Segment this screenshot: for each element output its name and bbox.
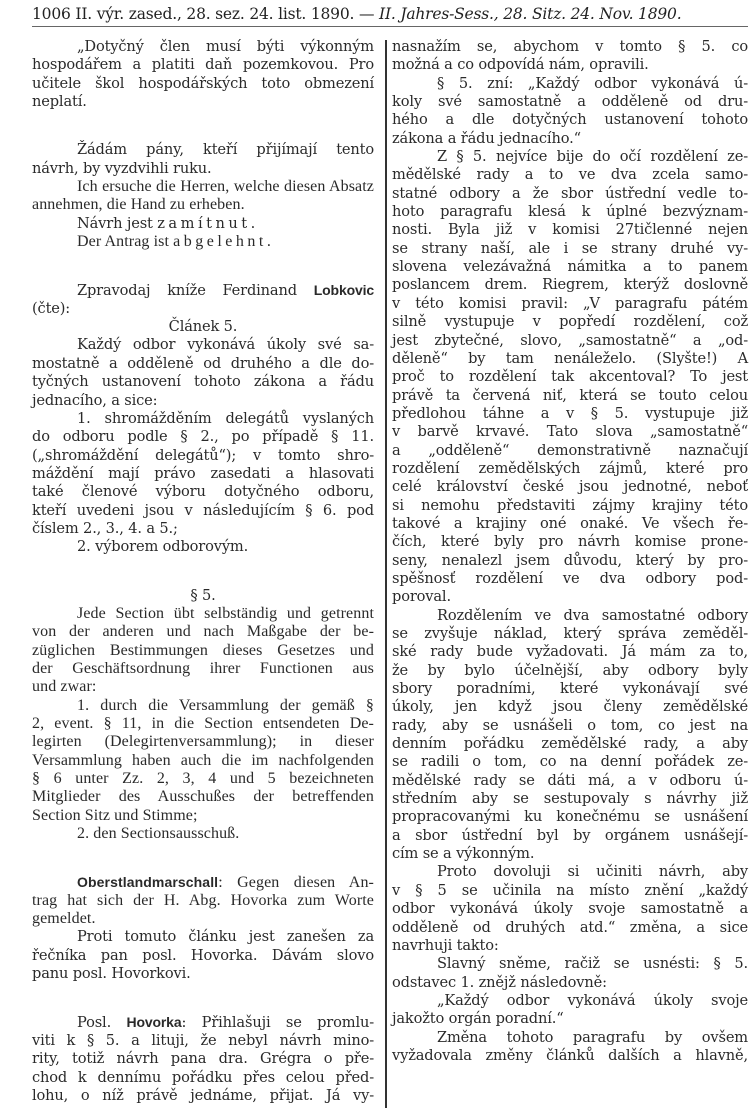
text-line: 2. den Sectionsausschuß. [77, 825, 240, 843]
page-number: 1006 [32, 5, 71, 23]
text-line: „Každý odbor vykonává úkoly svoje [437, 991, 748, 1009]
text-line: návrh, by vyzdvihli ruku. [32, 159, 212, 177]
text-line: 1. shromážděním delegátů vyslaných [77, 409, 374, 427]
paragraph [32, 410, 374, 538]
text-line: § 5. [190, 586, 216, 604]
paragraph [392, 148, 748, 607]
text-segment: . [250, 214, 256, 232]
text-line: číslem 2., 3., 4. a 5.; [32, 519, 178, 537]
header-rule [32, 26, 748, 27]
text-line: der Geschäftsordnung ihrer Functionen aus [32, 659, 374, 677]
paragraph [32, 538, 374, 556]
text-segment: Návrh jest [77, 214, 158, 232]
spaced-emphasis: abgelehnt [173, 233, 267, 251]
paragraph [32, 178, 374, 215]
text-line [32, 215, 374, 233]
column-divider [385, 40, 387, 1108]
text-line [32, 873, 374, 891]
text-line: denním pořádku zemědělské rady, a aby [392, 735, 748, 753]
text-line: si nemohu představiti zájmy krajiny této [392, 496, 748, 514]
paragraph [32, 873, 374, 928]
header-separator: — [358, 5, 375, 23]
text-line: že by bylo účelnější, aby odbory byly [392, 661, 748, 679]
text-line: se radili o tom, co na denní pořádek ze- [392, 753, 748, 771]
text-line: („shromáždění delegátů“); v tomto shro- [32, 446, 374, 464]
text-line: celé království české jsou jednotné, neboť [392, 478, 748, 496]
text-line: také členové výboru dotyčného odboru, [32, 483, 374, 501]
text-line: jakožto orgán poradní.“ [392, 1010, 564, 1028]
text-line: silně vystupuje v popředí rozdělení, což [392, 313, 748, 331]
running-header [32, 4, 748, 24]
text-line: kteří uvedeni jsou v následujícím § 6. pod [32, 501, 374, 519]
paragraph [32, 281, 374, 318]
text-line: lohu, o níž právě jednáme, přijat. Já vy- [32, 1086, 374, 1104]
text-line: tyčných ustanovení tohoto zákona a řádu [32, 373, 374, 391]
text-line: statné odbory a že sbor ústřední vedle to- [392, 184, 748, 202]
text-line: spěšnosť rozdělení ve dva odbory pod- [392, 569, 748, 587]
paragraph [32, 141, 374, 178]
text-line: Rozdělením ve dva samostatné odbory [437, 606, 748, 624]
text-line: do odboru podle § 2., po případě § 11. [32, 428, 374, 446]
text-line: Žádám pány, kteří přijímají tento [77, 141, 374, 159]
left-column [32, 38, 374, 1105]
text-line: poroval. [392, 588, 451, 606]
text-line: středním aby se sestupovaly s návrhy již [392, 790, 748, 808]
text-line: neplatí. [32, 93, 87, 111]
text-line: a sbor ústřední byl by orgánem usnášejí- [392, 826, 748, 844]
text-line: navrhuji takto: [392, 936, 499, 954]
text-segment: Zpravodaj kníže Ferdinand [77, 282, 314, 300]
text-segment: Posl. [77, 1014, 127, 1032]
text-line: Section Sitz und Stimme; [32, 806, 198, 824]
text-line: panu posl. Hovorkovi. [32, 965, 191, 983]
text-line: koly své samostatně a odděleně od dru- [392, 93, 748, 111]
paragraph [32, 825, 374, 843]
text-line: § 5. zní: „Každý odbor vykonává ú- [437, 74, 748, 92]
text-line: mostatně a odděleně od druhého a dle do- [32, 354, 374, 372]
section-heading [32, 587, 374, 605]
text-line: učitele škol hospodářských toto obmezení [32, 74, 374, 92]
text-line: máždění mají právo zasedati a hlasovati [32, 464, 374, 482]
text-line: gemeldet. [32, 910, 96, 928]
text-line: proč to rozdělení tak akcentoval? To jest [392, 368, 748, 386]
text-line: von der anderen und nach Maßgabe der be- [32, 623, 374, 641]
text-line: nasnažím se, abychom v tomto § 5. co [392, 38, 748, 55]
text-line: slovena velezávažná námitka a to panem [392, 258, 748, 276]
speaker-name: Lobkovic [313, 282, 374, 299]
spaced-emphasis: zamítnut [157, 214, 251, 232]
text-line: und zwar: [32, 678, 97, 696]
text-line: hospodářem a platiti daň pozemkovou. Pro [32, 56, 374, 74]
text-line: § 6 unter Zz. 2, 3, 4 und 5 bezeichneten [32, 770, 374, 788]
paragraph [32, 1013, 374, 1105]
text-line: züglichen Bestimmungen dieses Gesetzes und [32, 641, 374, 659]
paragraph [392, 38, 748, 75]
text-line: cím se a výkonným. [392, 845, 535, 863]
text-line: 2, event. § 11, in die Section entsendeten De- [32, 715, 374, 732]
speaker-name: Oberstlandmarschall [77, 874, 219, 891]
paragraph [392, 75, 748, 148]
text-line [32, 233, 374, 251]
text-line: trag hat sich der H. Abg. Hovorka zum Worte [32, 891, 374, 909]
paragraph [32, 605, 374, 697]
text-line: v barvě krvavé. Tato slova „samostatně“ [392, 423, 748, 441]
text-line: řečníka pan posl. Hovorka. Dávám slovo [32, 946, 374, 964]
text-line: jednacího, a sice: [32, 391, 158, 409]
text-line: rady, aby se usnášeli o tom, co jest na [392, 716, 748, 734]
text-line: nosti. Byla již v komisi 27tičlenné nejen [392, 221, 748, 239]
text-line: 1. durch die Versammlung der gemäß § [77, 696, 374, 714]
paragraph [392, 607, 748, 864]
text-line: zákona a řádu jednacího.“ [392, 129, 581, 147]
header-german: II. Jahres-Sess., 28. Sitz. 24. Nov. 1890. [379, 5, 682, 23]
text-line: hého a dle dotyčných ustanovení tohoto [392, 111, 748, 129]
text-line: Slavný sněme, račiž se usnésti: § 5. [437, 955, 748, 973]
text-line: takové a krajiny oné onaké. Ve všech ře- [392, 514, 748, 532]
text-line: legirten (Delegirtenversammlung); in dieser [32, 733, 374, 751]
text-line: odděleně od druhých atd.“ změna, a sice [392, 918, 748, 936]
header-czech: II. výr. zased., 28. sez. 24. list. 1890. [75, 5, 355, 23]
text-line: Mitglieder des Ausschußes der betreffenden [32, 788, 374, 806]
text-line: annehmen, die Hand zu erheben. [32, 196, 245, 214]
text-line [32, 281, 374, 299]
text-line: se strany naší, ale i se strany druhé vy- [392, 239, 748, 257]
right-column [392, 38, 748, 1065]
text-line: v § 5 se učinila na místo znění „každý [392, 881, 748, 899]
text-line: mědělské rady se dáti má, a v odboru ú- [392, 771, 748, 789]
speaker-name: Hovorka [126, 1014, 182, 1031]
text-segment: . [266, 233, 271, 251]
text-line: Proti tomuto článku jest zanešen za [77, 928, 374, 946]
paragraph [32, 215, 374, 233]
text-line: (čte): [32, 299, 71, 317]
text-line: propracovanými ku konečnému se usnášení [392, 808, 748, 826]
text-line: rozdělení zemědělských zájmů, které pro [392, 459, 748, 477]
paragraph [32, 38, 374, 111]
text-line: možná a co odpovídá nám, opravili. [392, 56, 649, 74]
section-heading [32, 318, 374, 336]
text-line: „Dotyčný člen musí býti výkonným [77, 38, 374, 55]
text-line: úkoly, jen když jsou členy zemědělské [392, 698, 748, 716]
text-line: Článek 5. [168, 318, 238, 336]
text-line: Ich ersuche die Herren, welche diesen Absatz [77, 178, 374, 196]
text-line: Versammlung haben auch die im nachfolgenden [32, 751, 374, 769]
paragraph [392, 863, 748, 955]
text-line: jest zbytečné, slovo, „samostatně“ a „od- [392, 331, 748, 349]
text-line: a „odděleně“ demonstrativně naznačují [392, 441, 748, 459]
text-line: děleně“ by tam nenáleželo. (Slyšte!) A [392, 349, 748, 367]
text-line: Změna tohoto paragrafu by ovšem [437, 1028, 748, 1046]
text-line: hoto paragrafu klesá k úplné bezvýznam- [392, 203, 748, 221]
text-line: čích, které byly pro návrh komise prone- [392, 533, 748, 551]
text-line: mědělské rady a to ve dva zcela samo- [392, 166, 748, 184]
text-segment: Der Antrag ist [77, 233, 174, 251]
paragraph [392, 992, 748, 1029]
text-line: Jede Section übt selbständig und getrennt [77, 604, 374, 622]
text-line: chod k dennímu pořádku přes celou před- [32, 1068, 374, 1086]
text-line: poslancem drem. Riegrem, kterýž doslovně [392, 276, 748, 294]
paragraph [32, 697, 374, 825]
text-line: v této komisi pravil: „V paragrafu pátém [392, 294, 748, 312]
text-line: Každý odbor vykonává úkoly své sa- [77, 336, 374, 354]
text-line: předlohou táhne a v § 5. vystupuje již [392, 404, 748, 422]
text-line: Proto dovoluji si učiniti návrh, aby [437, 863, 748, 881]
text-line: sbory poradními, které vykonávají své [392, 680, 748, 698]
paragraph [392, 1029, 748, 1066]
text-line: Z § 5. nejvíce bije do očí rozdělení ze- [437, 148, 748, 166]
paragraph [32, 928, 374, 983]
text-line: právě ta červená niť, která se touto celou [392, 386, 748, 404]
text-segment: : Přihlašuji se promlu- [181, 1014, 374, 1032]
text-line [32, 1013, 374, 1031]
paragraph [32, 336, 374, 409]
text-line: odbor vykonává úkoly svoje samostatně a [392, 900, 748, 918]
text-line: vyžadovala změny článků dalších a hlavně, [392, 1046, 748, 1064]
text-line: seny, nenalezl jsem důvodu, který by pro- [392, 551, 748, 569]
text-line: ské rady bude vyžadovati. Já mám za to, [392, 643, 748, 661]
text-line: viti k § 5. a lituji, že nebyl návrh mino- [32, 1031, 374, 1049]
text-line: se zvyšuje náklad, který správa zeměděl- [392, 625, 748, 642]
text-line: 2. výborem odborovým. [77, 538, 249, 556]
paragraph [392, 955, 748, 992]
paragraph [32, 233, 374, 251]
text-segment: : Gegen diesen An- [218, 874, 374, 892]
text-line: odstavec 1. znějž následovně: [392, 973, 607, 991]
text-line: rity, totiž návrh pana dra. Grégra o pře- [32, 1050, 374, 1068]
